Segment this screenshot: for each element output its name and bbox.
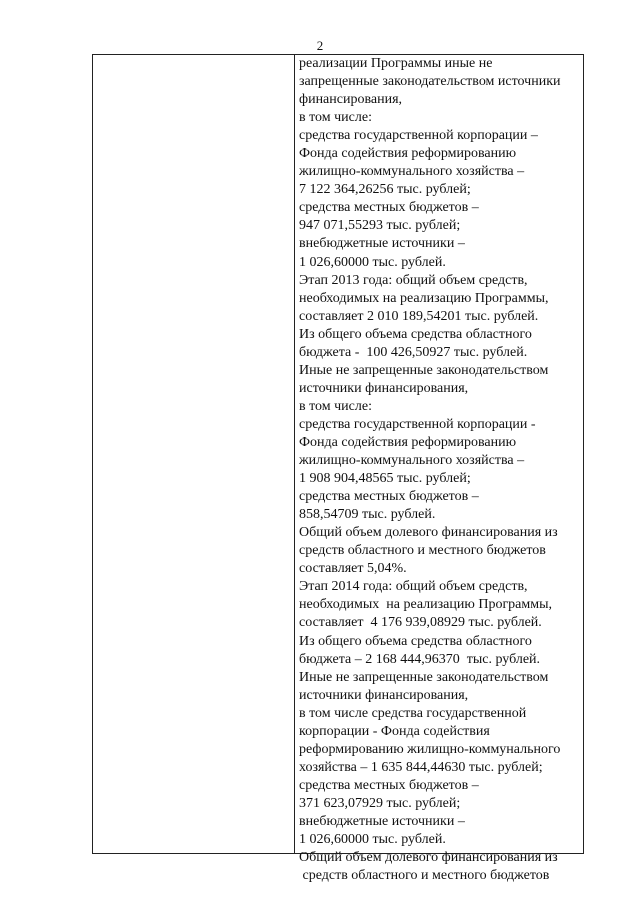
text-line: запрещенные законодательством источники: [299, 74, 561, 90]
text-line: составляет 2 010 189,54201 тыс. рублей.: [299, 308, 539, 324]
text-line: в том числе средства государственной: [299, 705, 527, 721]
text-line: бюджета - 100 426,50927 тыс. рублей.: [299, 344, 528, 360]
text-line: бюджета – 2 168 444,96370 тыс. рублей.: [299, 651, 541, 667]
text-line: составляет 4 176 939,08929 тыс. рублей.: [299, 615, 542, 631]
text-line: Иные не запрещенные законодательством: [299, 362, 549, 378]
page-number: 2: [316, 38, 324, 53]
text-line: Этап 2013 года: общий объем средств,: [299, 272, 528, 288]
text-line: Иные не запрещенные законодательством: [299, 669, 549, 685]
text-line: Общий объем долевого финансирования из: [299, 850, 558, 866]
text-line: составляет 5,04%.: [299, 561, 407, 577]
table-right-cell: [299, 55, 589, 885]
text-line: в том числе:: [299, 398, 372, 414]
text-line: 858,54709 тыс. рублей.: [299, 507, 436, 523]
text-line: Из общего объема средства областного: [299, 633, 532, 649]
text-line: внебюджетные источники –: [299, 236, 465, 252]
text-line: Общий объем долевого финансирования из: [299, 525, 558, 541]
text-line: средства местных бюджетов –: [299, 200, 479, 216]
text-line: 1 026,60000 тыс. рублей.: [299, 832, 446, 848]
text-line: внебюджетные источники –: [299, 813, 465, 829]
text-line: средства государственной корпорации –: [299, 128, 538, 144]
text-line: жилищно-коммунального хозяйства –: [299, 453, 525, 469]
text-line: средства местных бюджетов –: [299, 777, 479, 793]
text-line: хозяйства – 1 635 844,44630 тыс. рублей;: [299, 759, 543, 775]
text-line: необходимых на реализацию Программы,: [299, 597, 553, 613]
text-line: реформированию жилищно-коммунального: [299, 741, 561, 757]
text-line: Этап 2014 года: общий объем средств,: [299, 579, 528, 595]
text-line: 1 908 904,48565 тыс. рублей;: [299, 471, 471, 487]
text-line: необходимых на реализацию Программы,: [299, 290, 549, 306]
text-line: жилищно-коммунального хозяйства –: [299, 164, 525, 180]
text-line: Из общего объема средства областного: [299, 326, 532, 342]
text-line: 947 071,55293 тыс. рублей;: [299, 218, 461, 234]
text-line: реализации Программы иные не: [299, 56, 493, 71]
text-line: средств областного и местного бюджетов: [299, 543, 546, 559]
text-line: 7 122 364,26256 тыс. рублей;: [299, 182, 471, 198]
text-line: Фонда содействия реформированию: [299, 146, 517, 162]
text-line: 371 623,07929 тыс. рублей;: [299, 795, 461, 811]
text-line: финансирования,: [299, 92, 403, 108]
text-line: средств областного и местного бюджетов: [299, 868, 550, 884]
financing-table: [92, 54, 584, 884]
text-line: источники финансирования,: [299, 380, 469, 396]
column-divider: [294, 55, 295, 853]
text-line: в том числе:: [299, 110, 372, 126]
text-line: средства местных бюджетов –: [299, 489, 479, 505]
text-line: источники финансирования,: [299, 687, 469, 703]
text-line: 1 026,60000 тыс. рублей.: [299, 254, 446, 270]
text-line: корпорации - Фонда содействия: [299, 723, 490, 739]
text-line: средства государственной корпорации -: [299, 416, 536, 432]
text-line: Фонда содействия реформированию: [299, 434, 517, 450]
